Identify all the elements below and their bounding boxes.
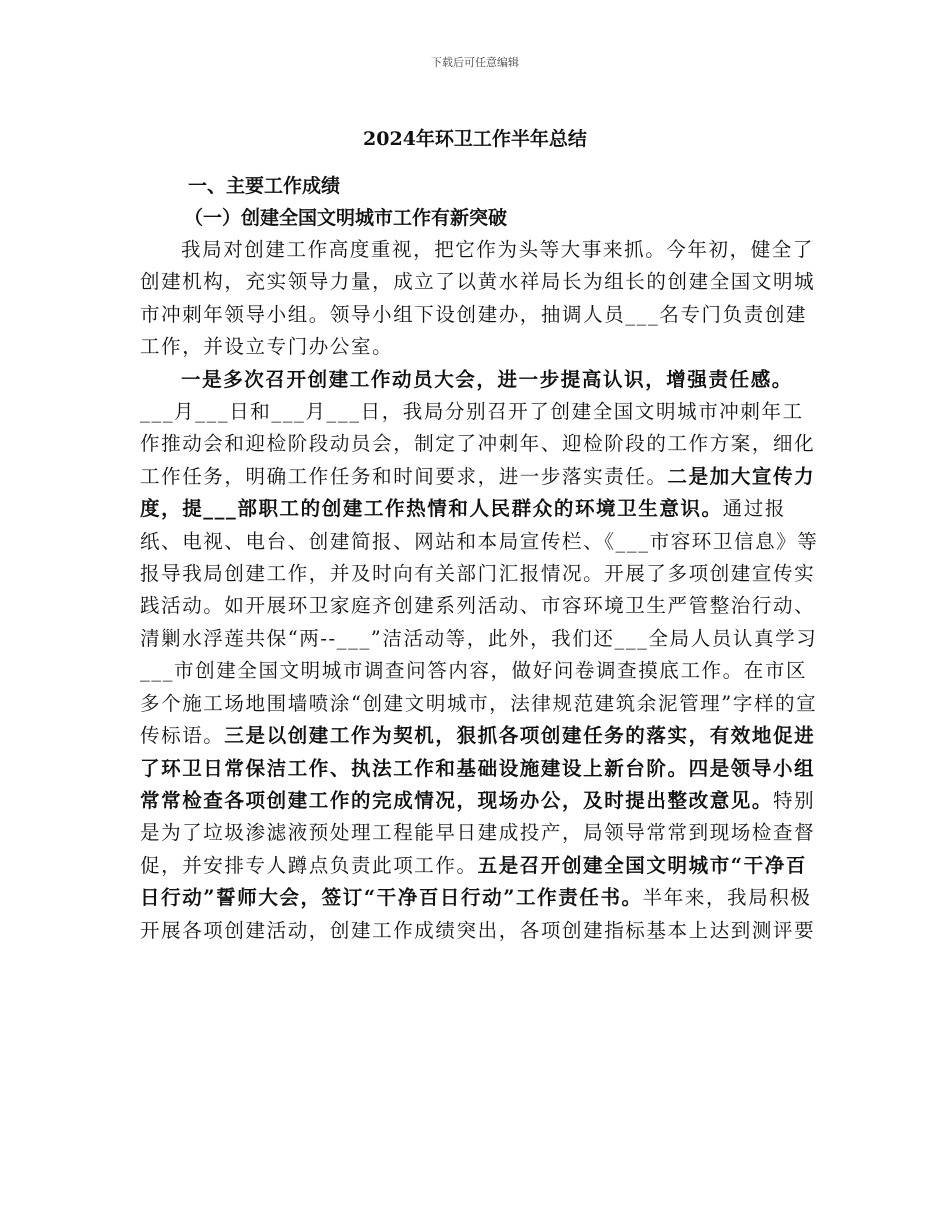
document-body — [140, 170, 820, 947]
bold-point-3: 三是以创建工作为契机，狠抓各项创建任务的落实，有效地促进了环卫日常保洁工作、执法工作和基础设施建设上新台阶。 — [140, 724, 816, 780]
bold-point-1: 一是多次召开创建工作动员大会，进一步提高认识，增强责任感。 — [181, 367, 793, 391]
paragraph-2 — [140, 364, 820, 947]
document-title: 2024年环卫工作半年总结 — [363, 128, 587, 150]
bold-point-2: 二是加大宣传力度，提___部职工的创建工作热情和人民群众的环境卫生意识。 — [140, 464, 816, 521]
text-segment-3: 特别是为了垃圾渗滤液预处理工程能早日建成投产，局领导常常到现场检查督促，并安排专人蹲点负责此项工作。 — [140, 788, 816, 877]
bold-point-4: 四是领导小组常常检查各项创建工作的完成情况，现场办公，及时提出整改意见。 — [140, 756, 816, 812]
text-segment-4: 半年来，我局积极开展各项创建活动，创建工作成绩突出，各项创建指标基本上达到测评要 — [140, 886, 816, 942]
paragraph-1: 我局对创建工作高度重视，把它作为头等大事来抓。今年初，健全了创建机构，充实领导力量，成立了以黄水祥局长为组长的创建全国文明城市冲刺年领导小组。领导小组下设创建办，抽调人员___名专门负责创建工作，并设立专门办公室。 — [140, 238, 816, 359]
subsection-heading: （一）创建全国文明城市工作有新突破 — [184, 207, 508, 229]
section-heading: 一、主要工作成绩 — [188, 175, 341, 197]
text-segment-2: 通过报纸、电视、电台、创建简报、网站和本局宣传栏、《___市容环卫信息》等报导我局创建工作，并及时向有关部门汇报情况。开展了多项创建宣传实践活动。如开展环卫家庭齐创建系列活动、市容环境卫生严管整治行动、清剿水浮莲共保“两--___”洁活动等，此外，我们还___全局人员认真学习___市创建全国文明城市调查问答内容，做好问卷调查摸底工作。在市区多个施工场地围墙喷涂“创建文明城市，法律规范建筑余泥管理”字样的宣传标语。 — [140, 497, 819, 748]
bold-point-5: 五是召开创建全国文明城市“干净百日行动”誓师大会，签订“干净百日行动”工作责任书。 — [140, 853, 807, 910]
header-note: 下载后可任意编辑 — [431, 56, 519, 69]
text-segment-1: ___月___日和___月___日，我局分别召开了创建全国文明城市冲刺年工作推动会和迎检阶段动员会，制定了冲刺年、迎检阶段的工作方案，细化工作任务，明确工作任务和时间要求，进一步落实责任。 — [140, 400, 816, 488]
